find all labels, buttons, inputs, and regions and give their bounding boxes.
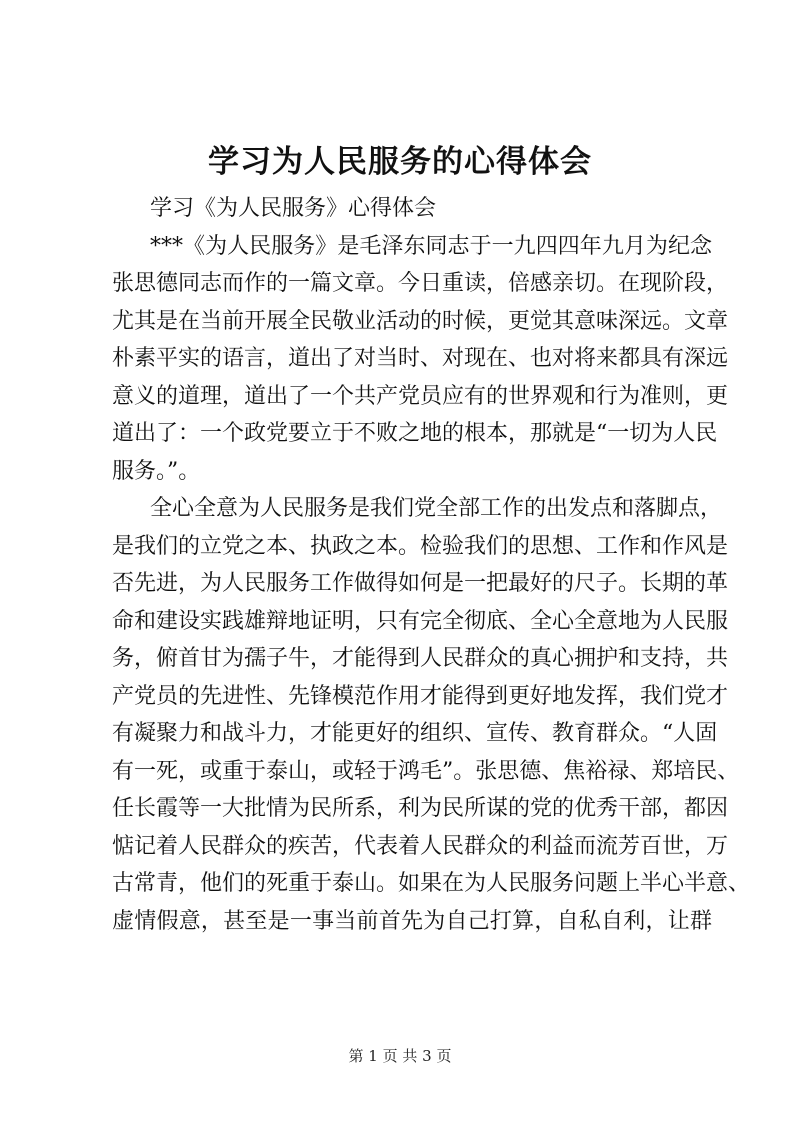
- text-line: 朴素平实的语言，道出了对当时、对现在、也对将来都具有深远: [112, 346, 729, 371]
- text-line: 虚情假意，甚至是一事当前首先为自己打算，自私自利，让群: [112, 908, 712, 934]
- text-line: 任长霞等一大批情为民所系，利为民所谋的党的优秀干部，都因: [112, 796, 729, 821]
- document-subtitle: 学习《为人民服务》心得体会: [150, 196, 437, 221]
- text-line: 惦记着人民群众的疾苦，代表着人民群众的利益而流芳百世，万: [112, 833, 729, 859]
- paragraph: [112, 490, 751, 940]
- text-line: ***《为人民服务》是毛泽东同志于一九四四年九月为纪念: [150, 233, 712, 259]
- text-line: 命和建设实践雄辩地证明，只有完全彻底、全心全意地为人民服: [112, 608, 729, 634]
- document-title: 学习为人民服务的心得体会: [208, 144, 592, 180]
- text-line: 否先进，为人民服务工作做得如何是一把最好的尺子。长期的革: [112, 571, 729, 596]
- text-line: 道出了：一个政党要立于不败之地的根本，那就是“一切为人民: [112, 421, 718, 446]
- text-line: 尤其是在当前开展全民敬业活动的时候，更觉其意味深远。文章: [112, 308, 729, 334]
- text-line: 服务。”。: [112, 458, 201, 484]
- text-line: 全心全意为人民服务是我们党全部工作的出发点和落脚点，: [150, 496, 723, 521]
- text-line: 是我们的立党之本、执政之本。检验我们的思想、工作和作风是: [112, 533, 729, 559]
- text-line: 有一死，或重于泰山，或轻于鸿毛”。张思德、焦裕禄、郑培民、: [112, 758, 740, 784]
- text-line: 有凝聚力和战斗力，才能更好的组织、宣传、教育群众。“人固: [112, 721, 718, 746]
- text-line: 意义的道理，道出了一个共产党员应有的世界观和行为准则，更: [112, 383, 729, 409]
- page-footer: 第 1 页 共 3 页: [348, 1047, 452, 1065]
- text-line: 务，俯首甘为孺子牛，才能得到人民群众的真心拥护和支持，共: [112, 646, 729, 671]
- text-line: 古常青，他们的死重于泰山。如果在为人民服务问题上半心半意、: [112, 871, 751, 896]
- text-line: 产党员的先进性、先锋模范作用才能得到更好地发挥，我们党才: [112, 683, 729, 709]
- paragraph: [112, 228, 729, 491]
- text-line: 张思德同志而作的一篇文章。今日重读，倍感亲切。在现阶段，: [112, 271, 729, 296]
- document-body: [112, 190, 751, 940]
